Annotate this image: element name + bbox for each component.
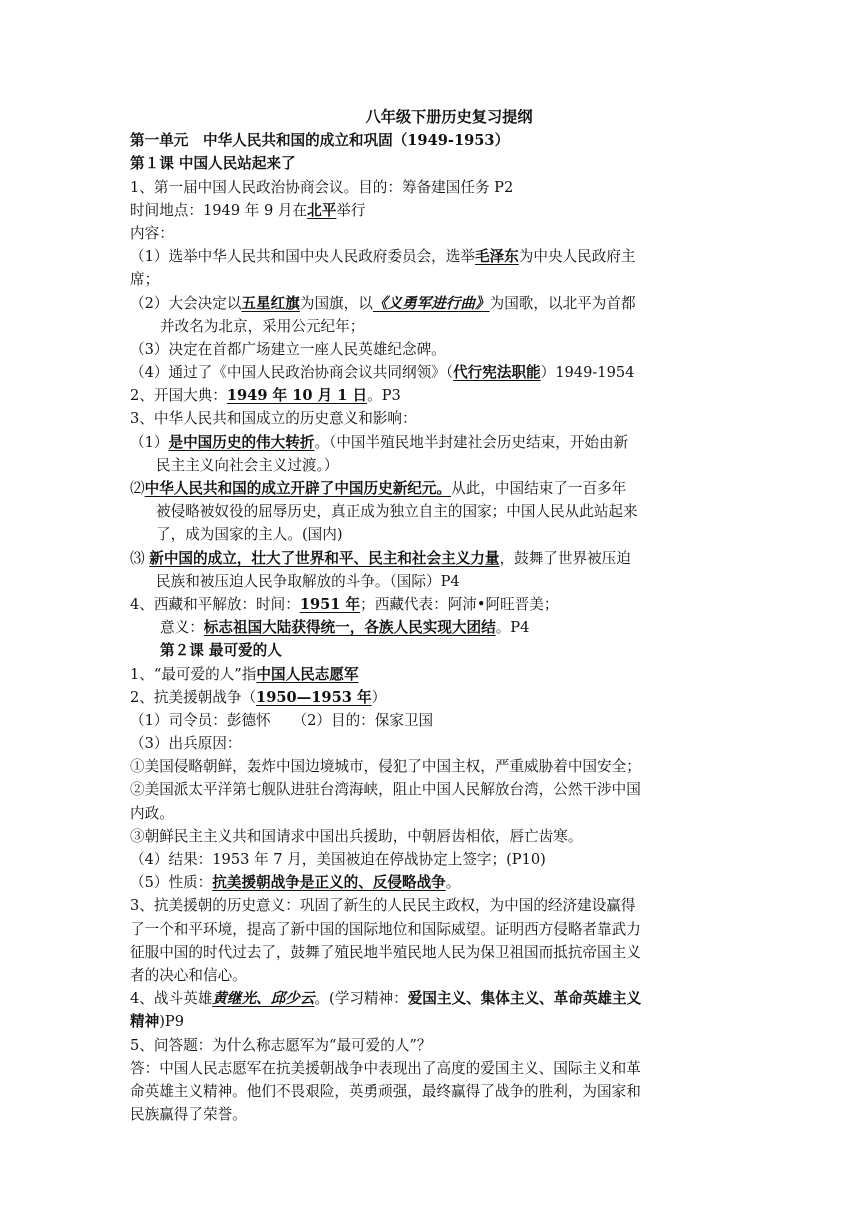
item-4-meaning: 意义：标志祖国大陆获得统一，各族人民实现大团结。P4 bbox=[160, 619, 530, 637]
item-2: 2、开国大典：1949 年 10 月 1 日。P3 bbox=[130, 387, 401, 405]
item-1: 1、第一届中国人民政治协商会议。目的：筹备建国任务 P2 bbox=[130, 178, 514, 196]
item-4: 4、西藏和平解放：时间：1951 年；西藏代表：阿沛•阿旺晋美； bbox=[130, 595, 559, 613]
content-3: （3）决定在首都广场建立一座人民英雄纪念碑。 bbox=[130, 340, 446, 358]
content-1-cont: 席； bbox=[130, 271, 160, 289]
war-commander: （1）司令员：彭德怀 （2）目的：保家卫国 bbox=[130, 711, 434, 729]
lesson2-item-1: 1、“最可爱的人”指中国人民志愿军 bbox=[130, 665, 359, 683]
significance-2-cont: 被侵略被奴役的屈辱历史，真正成为独立自主的国家；中国人民从此站起来 bbox=[156, 503, 638, 521]
lesson-heading-2: 第２课 最可爱的人 bbox=[160, 642, 282, 660]
lesson2-item-3: 3、抗美援朝的历史意义：巩固了新生的人民民主政权，为中国的经济建设赢得 bbox=[130, 897, 636, 915]
lesson2-item-4: 4、战斗英雄黄继光、邱少云。(学习精神：爱国主义、集体主义、革命英雄主义 bbox=[130, 990, 642, 1008]
lesson-heading-1: 第１课 中国人民站起来了 bbox=[130, 155, 296, 173]
answer-line-1: 答：中国人民志愿军在抗美援朝战争中表现出了高度的爱国主义、国际主义和革 bbox=[130, 1059, 641, 1077]
content-1: （1）选举中华人民共和国中央人民政府委员会，选举毛泽东为中央人民政府主 bbox=[130, 248, 636, 266]
war-result: （4）结果：1953 年 7 月，美国被迫在停战协定上签字；(P10) bbox=[130, 851, 546, 868]
lesson2-item-3-cont: 了一个和平环境，提高了新中国的国际地位和国际威望。证明西方侵略者靠武力 bbox=[130, 920, 641, 938]
war-nature: （5）性质：抗美援朝战争是正义的、反侵略战争。 bbox=[130, 874, 461, 892]
war-reason-2: ②美国派太平洋第七舰队进驻台湾海峡，阻止中国人民解放台湾，公然干涉中国 bbox=[130, 781, 641, 799]
answer-line-3: 民族赢得了荣誉。 bbox=[130, 1106, 247, 1124]
unit-heading: 第一单元 中华人民共和国的成立和巩固（1949-1953） bbox=[130, 132, 510, 150]
answer-line-2: 命英雄主义精神。他们不畏艰险，英勇顽强，最终赢得了战争的胜利，为国家和 bbox=[130, 1082, 641, 1100]
lesson2-item-3-cont3: 者的决心和信心。 bbox=[130, 966, 247, 984]
item-time: 时间地点：1949 年 9 月在北平举行 bbox=[130, 201, 366, 219]
item-content-label: 内容： bbox=[130, 224, 174, 242]
lesson2-item-2: 2、抗美援朝战争（1950—1953 年） bbox=[130, 688, 387, 706]
significance-2-cont2: 了，成为国家的主人。(国内) bbox=[156, 526, 343, 544]
significance-3-cont: 民族和被压迫人民争取解放的斗争。（国际）P4 bbox=[156, 572, 460, 590]
war-reason-1: ①美国侵略朝鲜，轰炸中国边境城市，侵犯了中国主权，严重威胁着中国安全； bbox=[130, 758, 641, 776]
war-reasons-label: （3）出兵原因： bbox=[130, 735, 242, 753]
doc-title: 八年级下册历史复习提纲 bbox=[365, 108, 533, 126]
content-4: （4）通过了《中国人民政治协商会议共同纲领》（代行宪法职能）1949-1954 bbox=[130, 364, 635, 382]
content-2: （2）大会决定以五星红旗为国旗，以《义勇军进行曲》为国歌，以北平为首都 bbox=[130, 294, 636, 312]
content-2-cont: 并改名为北京，采用公元纪年； bbox=[160, 317, 365, 335]
significance-1-cont: 民主主义向社会主义过渡。） bbox=[156, 456, 339, 474]
lesson2-item-3-cont2: 征服中国的时代过去了，鼓舞了殖民地半殖民地人民为保卫祖国而抵抗帝国主义 bbox=[130, 943, 641, 961]
war-reason-2-cont: 内政。 bbox=[130, 804, 174, 822]
significance-3: ⑶ 新中国的成立，壮大了世界和平、民主和社会主义力量，鼓舞了世界被压迫 bbox=[130, 549, 631, 567]
document-page bbox=[130, 106, 730, 1126]
war-reason-3: ③朝鲜民主主义共和国请求中国出兵援助，中朝唇齿相依，唇亡齿寒。 bbox=[130, 827, 583, 845]
item-3: 3、中华人民共和国成立的历史意义和影响： bbox=[130, 410, 417, 428]
significance-1: （1）是中国历史的伟大转折。（中国半殖民地半封建社会历史结束，开始由新 bbox=[130, 433, 629, 451]
lesson2-item-5: 5、问答题：为什么称志愿军为“最可爱的人”？ bbox=[130, 1036, 432, 1054]
significance-2: ⑵中华人民共和国的成立开辟了中国历史新纪元。从此，中国结束了一百多年 bbox=[130, 480, 627, 497]
lesson2-item-4-cont: 精神)P9 bbox=[130, 1013, 185, 1031]
